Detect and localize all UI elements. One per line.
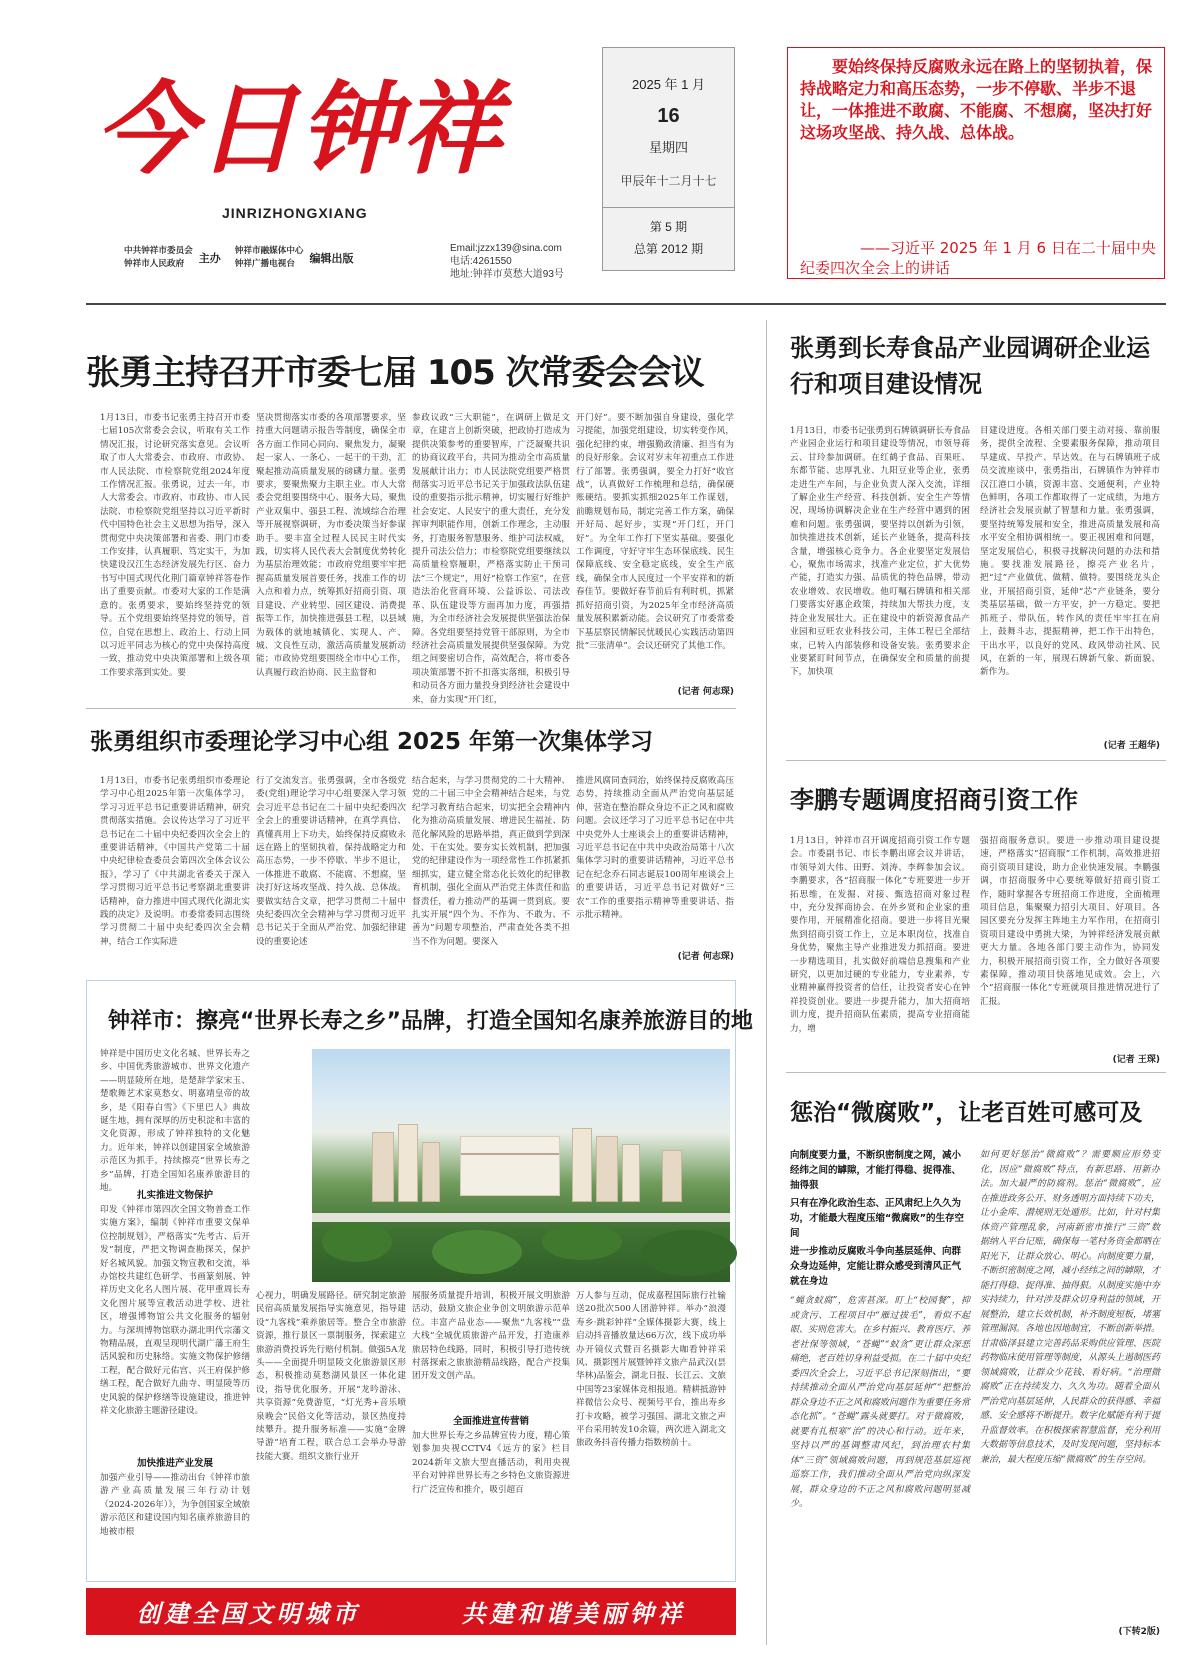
tree	[432, 1230, 522, 1274]
study-article-col4: 推进风腐同查同治，始终保持反腐败高压态势，持续推动全面从严治党向基层延伸，营造在整治群众身边不正之风和腐败问题。会议还学习了习近平总书记在中共中央党外人士座谈会上的重要讲话精神，习近平总书记在中共中央政治局第十八次集体学习时的重要讲话精神，习近平总书记在纪念乔石同志诞辰100周年座谈会上的重要讲话，习近平总书记对做好“三农”工作的重要指示精神等重要讲话、指示批示精神。	[576, 776, 734, 921]
date-lunar: 甲辰年十二月十七	[620, 174, 717, 188]
feature-col1-industry: 加强产业引导——推动出台《钟祥市旅游产业高质量发展三年行动计划（2024-2026年）》，为争创国家全域旅游示范区和建设国内知名康养旅游目的地被市根	[100, 1473, 250, 1537]
masthead-pinyin: JINRIZHONGXIANG	[222, 205, 368, 221]
commentary-col2: 如何更好惩治“微腐败”？需要顺应形势变化，因应“微腐败”特点，有新思路、用新办法。加大最严的防腐剂。惩治“微腐败”，应在推进政务公开、财务透明方面持续下功夫，让小金库、潜规则无处遁形。比如，针对村集体资产管理乱象，河南新密市推行“三资”数据纳入平台记账，确保每一笔村务资金都晒在阳光下，让群众放心、明心。向制度要力量，不断织密制度之网，减小经纬之间的罅隙，才能打得稳、捉得准、抽得狠。从制度实施中夯实持续力，针对涉及群众切身利益的领域，开展整治，建立长效机制，补齐制度短板，堵塞管理漏洞。各地也因地制宜，不断创新举措。甘肃临泽县建立完善药品采购供应管理、医院药物临床使用管理等制度，从源头上遏制医药领域腐败，让群众少花钱、看好病。“治理微腐败”正在持续发力、久久为功。随着全面从严治党向基层延伸，人民群众的获得感、幸福感、安全感将不断提升。数字化赋能有利于提升监督效率。在积极探索智慧监督，充分利用大数据等信息技术，及时发现问题，坚持标本兼治，最大程度压缩“微腐败”的生存空间。	[980, 1150, 1161, 1465]
tree	[322, 1222, 392, 1262]
sponsor-tv-station: 钟祥广播电视台	[234, 259, 295, 270]
investment-article-col2: 强招商服务意识。要进一步推动项目建设提速，严格落实“招商服”工作机制，高效推进招商引资项目建设，助力企业快速发展。李鹏强调，市招商服务中心要统筹做好招商引资工作，随时掌握各专班招商工作进度，全面梳理项目信息，集聚聚力招引大项目、好项目。各园区要充分发挥主阵地主力军作用，在招商引资项目建设中勇挑大梁，为钟祥经济发展贡献更大力量。各地各部门要主动作为，协同发力，积极开展招商引资工作，全力做好各项要素保障，推动项目快落地见成效。会上，六个“招商服一体化”专班就项目推进情况进行了汇报。	[980, 836, 1160, 1007]
main-article-col2: 坚决贯彻落实市委的各项部署要求，坚持重大问题请示报告等制度，确保全市各方面工作同心同向、聚焦发力，凝聚起一家人、一条心、一起干的干劲，汇聚起推动高质量发展的磅礴力量。张勇要求，要聚焦聚力主职主业。市人大常委会党组要围绕中心、服务大局，聚焦产业双集中、强县工程、流域综合治理等开展视察调研，为市委决策当好参谋助手。要丰富全过程人民民主时代实践，切实将人民代表大会制度优势转化为基层治理效能；市政府党组要牢牢把握高质量发展首要任务，找准工作的切入点和着力点，统筹抓好招商引资、项目建设、产业转型、园区建设、消费提振等工作，加快推进强县工程，以县域为载体的就地城镇化、实现人、产、城、文良性互动，激活高质量发展新动能；市政协党组要围绕全市中心工作，认真履行政治协商、民主监督和	[256, 413, 406, 678]
commentary-highlight-3: 进一步推动反腐败斗争向基层延伸、向群众身边延伸，定能让群众感受到清风正气就在身边	[790, 1246, 962, 1287]
feature-subhead-promotion: 全面推进宣传营销	[452, 1416, 529, 1427]
headline-micro-corruption[interactable]: 惩治“微腐败”，让老百姓可感可及	[790, 1100, 1143, 1126]
date-day: 16	[657, 105, 680, 127]
study-article-col3: 结合起来，与学习贯彻党的二十大精神、党的二十届三中全会精神结合起来，与党纪学习教育结合起来，切实把全会精神内化为推动高质量发展、增进民生福祉、防范化解风险的思路举措，真正做到学到深处、干在实处。要夯实长效机制，把加强党的纪律建设作为一项经常性工作抓紧抓细抓实，建立健全常态化长效化的纪律教育机制，强化全面从严治党主体责任和监督责任，着力推动严的基调一贯到底。要扎实开展“四个为、不作为、不敢为、不善为”问题专项整治，严肃查处各类不担当不作为问题。要深入	[412, 776, 570, 947]
date-divider	[603, 207, 734, 208]
contact-email[interactable]: Email:jzzx139@sina.com	[450, 243, 562, 254]
building	[422, 1142, 440, 1202]
city-photo	[312, 1049, 730, 1282]
tree	[542, 1224, 622, 1260]
sponsor-role-publisher: 编辑出版	[309, 251, 354, 265]
feature-subhead-relics: 扎实推进文物保护	[136, 1190, 213, 1201]
feature-subhead-industry: 加快推进产业发展	[136, 1458, 213, 1469]
contact-phone: 电话:4261550	[450, 256, 512, 267]
issue-number: 第 5 期	[649, 220, 688, 234]
sponsors	[124, 245, 354, 272]
masthead-rule	[86, 303, 1166, 305]
feature-col2: 心视力，明确发展路径。研究制定旅游民宿高质量发展指导实施意见，指导建设“九客栈”乘养旅居等。整合全市旅游资源，推行景区一票制服务，探索建立旅游消费投诉先行赔付机制。做强5A龙头——全面提升明显陵文化旅游景区形态，积极推动莫愁湖风景区一体化建设，指导优化服务，开展“龙吟游泳、共享资源”免费游览，“灯光秀+音乐喷泉晚会”民俗文化等活动，景区热度持续攀升。提升服务标准——实施“金牌导游”培育工程，联合总工会举办导游技能大赛。组织文旅行业开	[256, 1291, 406, 1462]
main-article-col3: 参政议政“三大职能”，在调研上做足文章，在建言上创新突破，把政协打造成为提供决策参考的重要智库，广泛凝聚共识的协商议政平台，共同为推动全市高质量发展献计出力；市人民法院党组要严格贯彻落实习近平总书记关于加强政法队伍建设的重要指示批示精神，切实履行好维护社会安定、人民安宁的重大责任，充分发挥审判职能作用，创新工作理念，主动服务，打造服务智慧服务、维护司法权威，提升司法公信力；市检察院党组要继续以高质量检察履职，严格落实防止干预司法“三个规定”，用好“检察工作室”，在营造法治化营商环境、公益诉讼、司法改革、队伍建设等方面再加力度，再强措施，为全市经济社会发展提供坚强法治保障。各党组要坚持党管干部原则，为全市经济社会高质量发展提供坚强保障。为党组之间要密切合作，高效配合，将市委各项决策部署不折不扣落实落细，积极引导和动员各方面力量投身到经济社会建设中来，奋力实现“开门红，	[412, 413, 570, 705]
sponsor-media-center: 钟祥市融媒体中心	[234, 246, 304, 256]
contact-info	[450, 242, 564, 281]
date-weekday: 星期四	[648, 140, 688, 155]
food-park-article-byline: (记者 王超华)	[1103, 741, 1160, 751]
feature-col3: 展服务质量提升培训，积极开展文明旅游活动，鼓励文旅企业争创文明旅游示范单位。丰富产品业态——聚焦“九客栈”“盘大栈”全城优质旅游产品开发，打造康养旅居特色线路，同时，积极引导打造传统村落探索之旅旅游精品线路，配合产投集团开发文创产品。	[412, 1291, 570, 1382]
building	[398, 1124, 418, 1202]
sponsor-party-committee: 中共钟祥市委员会	[124, 246, 193, 256]
study-article-col1: 1月13日，市委书记张勇组织市委理论学习中心组2025年第一次集体学习，学习习近平总书记重要讲话精神，研究贯彻落实措施。会议传达学习了习近平总书记在二十届中央纪委四次全会上的重要讲话精神，《中国共产党第二十届中央纪律检查委员会第四次全体会议公报》，学习了《中共湖北省委关于深入学习贯彻习近平总书记考察湖北重要讲话精神，奋力推进中国式现代化湖北实践的决定》及说明。市委常委同志围绕学习贯彻二十届中央纪委四次全会精神，结合工作实际进	[100, 776, 250, 947]
total-issue-number: 总第 2012 期	[633, 242, 704, 256]
contact-address: 地址:钟祥市莫愁大道93号	[450, 269, 564, 280]
tree	[642, 1230, 737, 1276]
commentary-highlight-1: 向制度要力量，不断织密制度之网，减小经纬之间的罅隙，才能打得稳、捉得准、抽得狠	[790, 1150, 962, 1191]
headline-investment[interactable]: 李鹏专题调度招商引资工作	[790, 786, 1078, 814]
building	[662, 1150, 682, 1202]
quote-text: 要始终保持反腐败永远在路上的坚韧执着，保持战略定力和高压态势，一步不停歇、半步不退让，一体推进不敢腐、不能腐、不想腐，坚决打好这场攻坚战、持久战、总体战。	[800, 57, 1153, 142]
food-park-article-col1: 1月13日，市委书记张勇到石牌镇调研长寿食品产业园企业运行和项目建设等情况，市领导蒋云、甘玲参加调研。在红鹤子食品、百果旺、东都节能、忠厚乳业、九阳豆业等企业，张勇走进生产车间，与企业负责人深入交流，详细了解企业生产经营、科技创新、安全生产等情况，现场协调解决企业在生产经营中遇到的困难和问题。张勇强调，要坚持以创新为引领，加快推进技术创新，延长产业链条，提高科技含量，增强核心竞争力。各企业要坚定发展信心，聚焦市场需求，找准产业定位，扩大优势产能，打造实力强、品质优的特色品牌，带动农业增效、农民增收。他叮嘱石牌镇和相关部门要落实好惠企政策，持续加大帮扶力度，支持企业发展壮大。正在建设中的新资源食品产业园和豆旺农业科技公司，主体工程已全部结束，已转入内部装修和设备安装。张勇要求企业要紧盯时间节点，在确保安全和质量的前提下，加快项	[790, 426, 970, 678]
main-article-col1: 1月13日，市委书记张勇主持召开市委七届105次常委会会议，听取有关工作情况汇报，讨论研究落实意见。会议听取了市人大常委会、市政府、市政协、市人民法院、市检察院党组2024年度工作情况汇报。张勇说，过去一年，市人大常委会、市政府、市政协、市人民法院、市检察院党组坚持以习近平新时代中国特色社会主义思想为指导，深入贯彻党中央决策部署和省委、荆门市委工作安排，认真履职、笃定实干，为加快建设汉江生态经济发展先行区、奋力书写中国式现代化荆门篇章钟祥答卷作出了重要贡献。市委对大家的工作是满意的。张勇要求，要始终坚持党的领导。五个党组要始终坚持党的领导，首位，自觉在思想上、政治上、行动上同以习近平同志为核心的党中央保持高度一致，推动党中央决策部署和上级各项工作要求落到实处。要	[100, 413, 250, 678]
main-article-byline: (记者 何志琛)	[677, 687, 734, 697]
building	[572, 1128, 592, 1202]
slogan-banner	[86, 1588, 736, 1635]
date-box	[602, 47, 735, 271]
feature-col3-promotion: 加大世界长寿之乡品牌宣传力度，精心策划参加央视CCTV4《远方的家》栏目2024新年文旅大型直播活动，利用央视平台对钟祥世界长寿之乡特色文旅资源进行广泛宣传和推介，吸引超百	[412, 1431, 570, 1495]
headline-feature[interactable]: 钟祥市：擦亮“世界长寿之乡”品牌，打造全国知名康养旅游目的地	[108, 1009, 753, 1034]
right-divider-2	[786, 1072, 1166, 1073]
headline-main[interactable]: 张勇主持召开市委七届 105 次常委会会议	[86, 353, 704, 393]
study-article-byline: (记者 何志琛)	[677, 952, 734, 962]
building	[372, 1132, 394, 1202]
slogan-left: 创建全国文明城市	[136, 1599, 361, 1628]
quote-box	[787, 47, 1165, 279]
quote-source: ——习近平 2025 年 1 月 6 日在二十届中央纪委四次全会上的讲话	[800, 239, 1156, 277]
date-year-month: 2025 年 1 月	[632, 77, 705, 92]
newspaper-logo: 今日钟祥	[95, 70, 503, 188]
sponsor-role-host: 主办	[198, 251, 221, 265]
investment-article-col1: 1月13日，钟祥市召开调度招商引资工作专题会。市委副书记、市长李鹏出席会议并讲话，市领导刘大伟、田野、刘涛、李辉参加会议。李鹏要求，各“招商服一体化”专班要进一步开拓思维，在发掘、对接、甄选招商对象过程中，充分发挥商协会、在外乡贤和企业家的重要作用，开展精准化招商。要进一步将目光聚焦到招商引资工作上，立足本职岗位，找准自身优势，聚焦主导产业推进发力抓招商。要进一步精选项目，扎实做好前端信息搜集和产业研究，以更加过硬的专业能力，专业素养，专业精神赢得投资者的信任，让投资者安心在钟祥投资创业。要进一步提升能力，加大招商培训力度，提升招商队伍素质，提高专业招商能力，增	[790, 836, 970, 1034]
section-divider-1	[86, 708, 736, 709]
building	[596, 1136, 618, 1202]
feature-col1-relics: 印发《钟祥市第四次全国文物普查工作实施方案》，编制《钟祥市重要文保单位控制规划》，严格落实“先考古、后开发”制度，严把文物调查勘探关，保护好名城风貌。加强文物宣教和交流，举办馆校共建红色研学、书画篆刻展、钟祥历史文化名人图片展、花甲重周长寿文化图片展等宣教活动进学校、进社区，增强博物馆公共文化服务的辐射力。与深圳博物馆联办湖北明代宗藩文物精品展，直观呈现明代湖广藩王府生活风貌和历史脉络。实施文物保护修缮工程，配合做好元佑宫、兴王府保护修缮工程，配合做好九曲寺、明显陵等历史风貌的保护修缮等设施建设，推进钟祥文化旅游主题游径建设。	[100, 1205, 250, 1417]
headline-food-industry-park[interactable]: 张勇到长寿食品产业园调研企业运行和项目建设情况	[790, 334, 1150, 398]
hotel-building	[460, 1136, 560, 1196]
slogan-right: 共建和谐美丽钟祥	[461, 1599, 686, 1628]
headline-study-session[interactable]: 张勇组织市委理论学习中心组 2025 年第一次集体学习	[90, 729, 654, 755]
column-rule	[766, 320, 767, 1645]
building	[622, 1144, 640, 1202]
road	[312, 1213, 730, 1222]
feature-col1-intro: 钟祥是中国历史文化名城、世界长寿之乡、中国优秀旅游城市、世界文化遗产——明显陵所在地，是楚辞学家宋玉、楚歌舞艺术家莫愁女、明嘉靖皇帝的故乡，是《阳春白雪》《下里巴人》典故诞生地，拥有深厚的历史积淀和丰富的文化资源，形成了钟祥独特的文化魅力。近年来，钟祥以创建国家全域旅游示范区为抓手，持续擦亮“世界长寿之乡”品牌，打造全国知名康养旅游目的地。	[100, 1049, 250, 1194]
right-divider-1	[786, 760, 1166, 761]
commentary-highlight-2: 只有在净化政治生态、正风肃纪上久久为功，才能最大程度压缩“微腐败”的生存空间	[790, 1198, 964, 1239]
food-park-article-col2: 目建设进度。各相关部门要主动对接、靠前服务，提供全流程、全要素服务保障，推动项目早建成、早投产、早达效。在与石牌镇班子成员交流座谈中，张勇指出，石牌镇作为钟祥市汉江港口小镇，资源丰富、交通便利，产业特色鲜明，各项工作都取得了一定成绩，为地方经济社会发展贡献了智慧和力量。张勇强调，要坚持统筹发展和安全，推进高质量发展和高水平安全相协调相统一。要正视困难和问题，坚定发展信心，积极寻找解决问题的办法和措施。要找准发展路径，擦亮产业名片，把“过”产业做优、做精、做特。要围绕龙头企业，开展招商引资，延伸“芯”产业链条，要分类基层基础，做一方平安，护一方稳定。要把抓班子、带队伍，转作风的责任牢牢扛在肩上，鼓舞斗志，提振精神，把工作干出特色，干出水平，以良好的党风、政风带动社风、民风，在新的一年，展现石牌新气象、新面貌、新作为。	[980, 426, 1160, 678]
study-article-col2: 行了交流发言。张勇强调，全市各级党委(党组)理论学习中心组要深入学习领会习近平总书记在二十届中央纪委四次全会上的重要讲话精神，在真学真信、真懂真用上下功夫，始终保持反腐败永远在路上的坚韧执着，保持战略定力和高压态势，一步不停歇、半步不退让，一体推进不敢腐、不能腐、不想腐，坚决打好这场攻坚战、持久战、总体战。要做实结合文章，把学习贯彻二十届中央纪委四次全会精神与学习贯彻习近平总书记关于全面从严治党、加强纪律建设的重要论述	[256, 776, 406, 947]
sponsor-government: 钟祥市人民政府	[124, 259, 185, 270]
main-article-col4: 开门好”。要不断加强自身建设，强化学习提能，加强党组建设，切实转变作风，强化纪律约束，增强勤政清廉、担当有为的良好形象。会议对岁末年初重点工作进行了部署。张勇强调，要全力打好“收官战”，认真做好工作梳理和总结，确保硬账硬结。要抓实抓细2025年工作谋划，前瞻规划布局，制定完善工作方案，确保开好局、起好步，实现“开门红，开门好”。为全年工作打下坚实基础。要强化工作调度，守好守牢生态环保底线、民生保障底线、安全稳定底线，安全生产底线，确保全市人民度过一个平安祥和的新春佳节。要做好春节前后有利时机，抓紧抓好招商引资，为2025年全市经济高质量发展积累新动能。会议研究了市委常委下基层察民情解民忧暖民心实践活动第四批“三张清单”。会议还研究了其他工作。	[576, 413, 734, 651]
continued-on-page-2[interactable]: (下转2版)	[1118, 1627, 1160, 1637]
commentary-col1: “蝇贪蚁腐”，危害甚深。盯上“校园餐”，抑或贪污、工程项目中“雁过拔毛”，看似不起眼、实则危害大。在乡村振兴、教育医疗、养老社保等领域，“苍蝇”“蚁贪”更让群众深恶痛绝，老百姓切身利益受损。在二十届中央纪委四次全会上，习近平总书记深刻指出，“要持续推动全面从严治党向基层延伸”“把整治群众身边不正之风和腐败问题作为重要任务常态化抓”。“苍蝇”露头就要打。对于微腐败，就要有扎根寒“治”的决心和行动。近年来，坚持以严的基调整肃风纪，到治理农村集体“三资”领域腐败问题，再到规范基层巡视巡察工作，我们推动全面从严治党向纵深发展，群众身边的不正之风和腐败问题明显减少。	[790, 1296, 971, 1509]
investment-article-byline: (记者 王琛)	[1112, 1055, 1160, 1065]
feature-col4: 万人参与互动，促成嘉程国际旅行社输送20批次500人团游钟祥。举办“浪漫寿乡·跳彩钟祥”全媒体摄影大赛，线上启动抖音播放量达66万次，线下成功举办开镜仪式暨百名摄影大咖看钟祥采风、摄影图片展暨钟祥文旅产品武汉(昙华林)品鉴会，湖北日报、长江云、文旅中国等23家媒体竞相报道。精耕抵游钟祥微信公众号、视频号平台，推出寿乡打卡攻略，被学习强国、湖北文旅之声平台采用转发10余篇，两次进入湖北文旅政务抖音传播力指数榜前十。	[576, 1291, 726, 1449]
